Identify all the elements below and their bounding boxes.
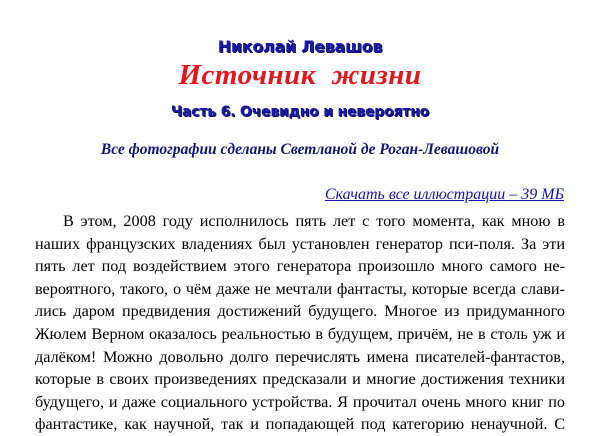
paragraph-line: которые в своих произведениях предсказали и многие достижения техники xyxy=(35,370,565,389)
body-paragraph xyxy=(35,210,565,436)
paragraph-line: вероятного, такого, о чём даже не мечтали фантасты, которые всегда слави- xyxy=(35,279,565,298)
paragraph-line: фантастике, как научной, так и попадающей под категорию ненаучной. С xyxy=(35,415,565,434)
download-illustrations-link[interactable]: Скачать все иллюстрации – 39 МБ xyxy=(324,186,564,203)
author-name: Николай Левашов xyxy=(217,37,383,56)
paragraph-line: пять лет под воздействием этого генератора произошло много самого не- xyxy=(35,257,565,276)
paragraph-line: далёком! Можно довольно долго перечислять имена писателей-фантастов, xyxy=(35,347,565,366)
photo-credit: Все фотографии сделаны Светланой де Роган-Левашовой xyxy=(100,141,500,158)
paragraph-line: лись даром предвидения достижений будущего. Многое из придуманного xyxy=(35,302,565,321)
part-heading: Часть 6. Очевидно и невероятно xyxy=(170,104,430,120)
paragraph-line: будущего, и даже социального устройства. Я прочитал очень много книг по xyxy=(35,392,565,411)
paragraph-line: наших французских владениях был установлен генератор пси-поля. За эти xyxy=(35,234,565,253)
paragraph-line: В этом, 2008 году исполнилось пять лет с того момента, как мною в xyxy=(63,212,565,230)
paragraph-line: Жюлем Верном оказалось реальностью в будущем, причём, не в столь уж и xyxy=(35,324,565,343)
book-title: Источник жизни xyxy=(178,59,422,91)
